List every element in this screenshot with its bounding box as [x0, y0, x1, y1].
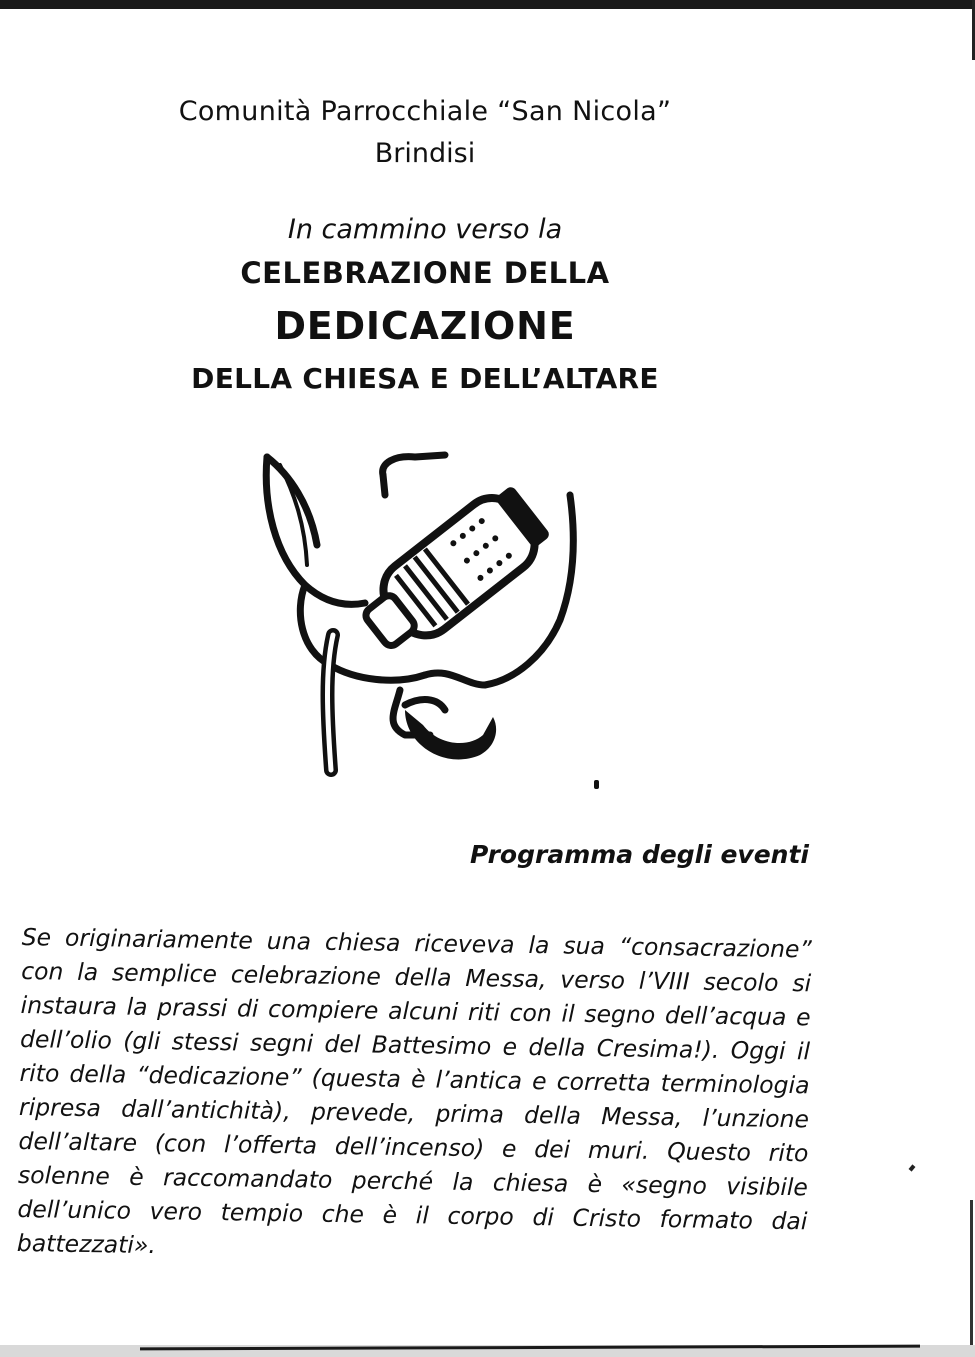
ink-speck-right	[909, 1164, 916, 1171]
title-line-1: CELEBRAZIONE DELLA	[240, 256, 610, 290]
title-line-3: DELLA CHIESA E DELL’ALTARE	[191, 362, 659, 395]
ink-speck	[594, 780, 599, 789]
title-line-2: DEDICAZIONE	[274, 304, 576, 348]
tagline: In cammino verso la	[287, 214, 563, 245]
intro-paragraph: Se originariamente una chiesa riceveva la sua “consacrazione” con la semplice celebrazione della Messa, verso l’VIII secolo si instaura la prassi di compiere alcuni riti con il segno dell’acqua e dell’olio (gli stessi segni del Battesimo e della Cresima!). Oggi il rito della “dedicazione” (questa è l’antica e corretta terminologia ripresa dall’antichità), prevede, prima della Messa, l’unzione dell’altare (con l’offerta dell’incenso) e dei muri. Questo rito solenne è raccomandato perché la chiesa è «segno visibile dell’unico vero tempio che è il corpo di Cristo formato dai battezzati».	[16, 922, 812, 1260]
dove-oil-jar-icon	[255, 435, 595, 780]
community-name: Comunità Parrocchiale “San Nicola”	[178, 96, 672, 127]
city-name: Brindisi	[374, 138, 476, 169]
scan-edge-right	[970, 1200, 973, 1350]
program-heading: Programma degli eventi	[470, 840, 809, 869]
scan-edge-top	[0, 0, 975, 9]
